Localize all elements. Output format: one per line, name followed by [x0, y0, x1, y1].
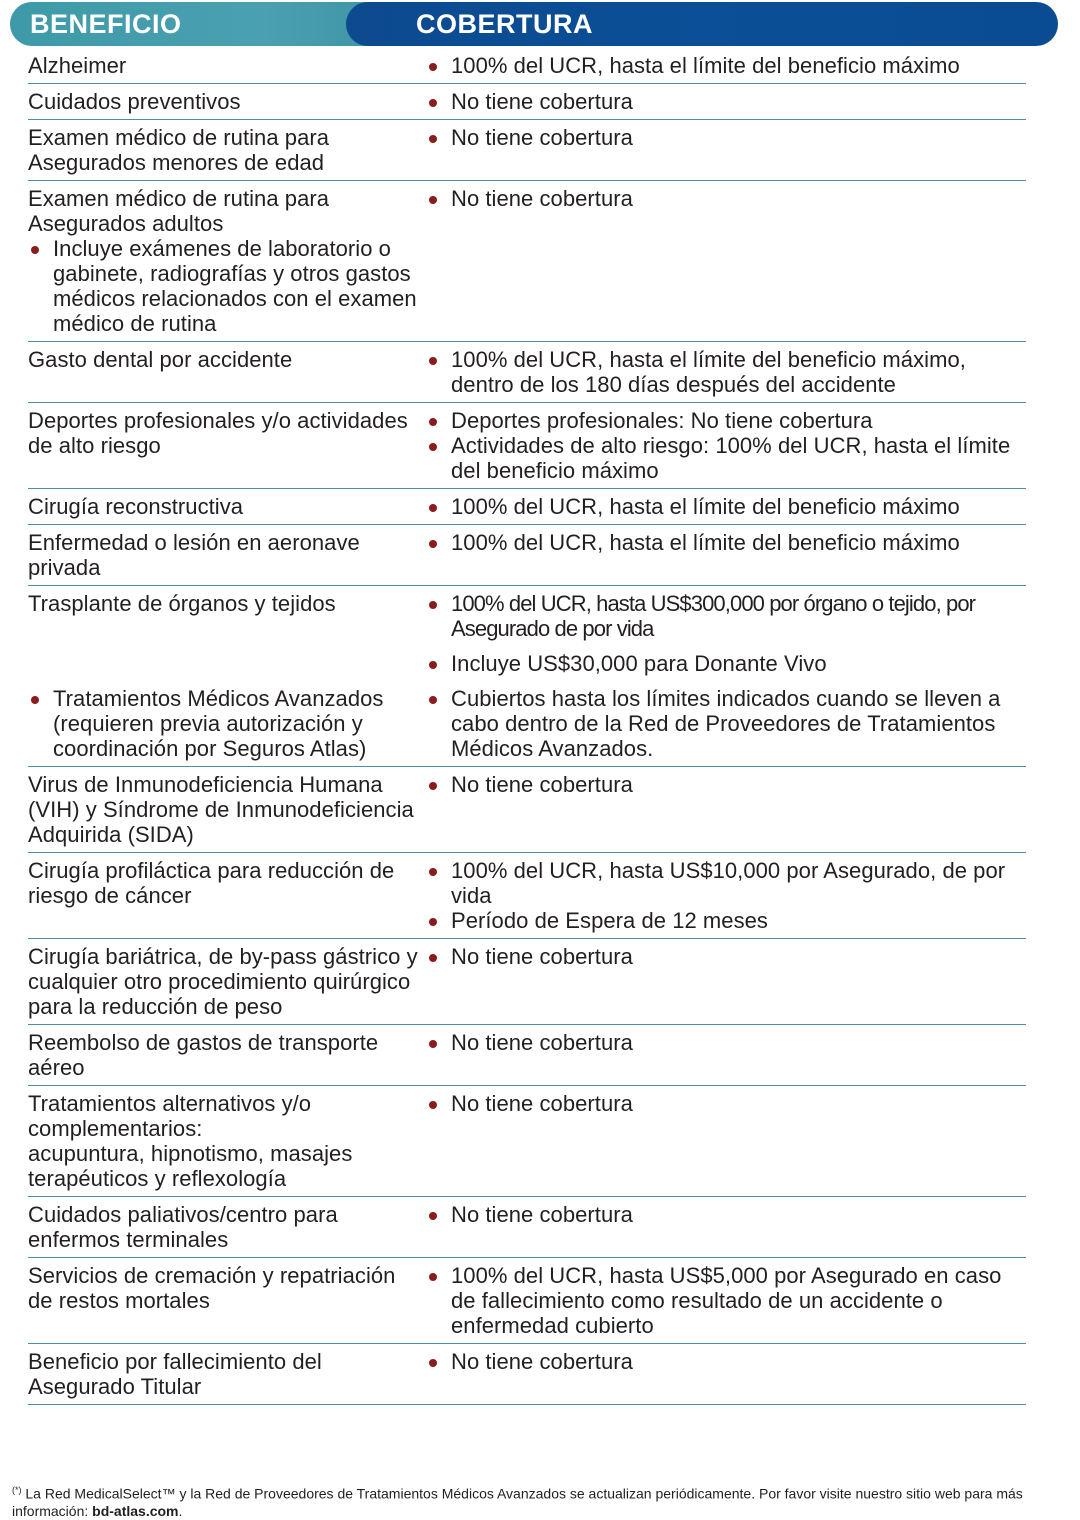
benefit-text: acupuntura, hipnotismo, masajes terapéuticos y reflexología [28, 1141, 353, 1191]
footnote [12, 1482, 1052, 1520]
coverage-bullet: Período de Espera de 12 meses [426, 908, 1026, 933]
table-row [28, 586, 1026, 681]
benefit-cell: Enfermedad o lesión en aeronave privada [28, 530, 360, 580]
coverage-bullet: No tiene cobertura [426, 1349, 1026, 1374]
coverage-bullet: 100% del UCR, hasta US$5,000 por Asegurado en caso de fallecimiento como resultado de un accidente o enfermedad cubierto [426, 1263, 1026, 1338]
coverage-cell [426, 1091, 1026, 1191]
table-row [28, 853, 1026, 939]
benefit-cell: Servicios de cremación y repatriación de restos mortales [28, 1263, 396, 1313]
table-row [28, 84, 1026, 120]
table-row [28, 1344, 1026, 1405]
coverage-cell [426, 944, 1026, 1019]
benefit-bullet: Incluye exámenes de laboratorio o gabinete, radiografías y otros gastos médicos relacionados con el examen médico de rutina [28, 236, 426, 336]
benefit-cell: Gasto dental por accidente [28, 347, 293, 372]
table-row [28, 525, 1026, 586]
benefit-cell: Virus de Inmunodeficiencia Humana (VIH) y Síndrome de Inmunodeficiencia Adquirida (SIDA) [28, 772, 414, 847]
table-row [28, 48, 1026, 84]
coverage-bullet: 100% del UCR, hasta el límite del beneficio máximo [426, 53, 1026, 78]
coverage-bullet: No tiene cobertura [426, 125, 1026, 150]
coverage-cell [426, 1030, 1026, 1080]
coverage-bullet: No tiene cobertura [426, 772, 1026, 797]
coverage-cell [426, 1263, 1026, 1338]
benefit-cell: Alzheimer [28, 53, 127, 78]
table-row [28, 681, 1026, 767]
coverage-cell [426, 53, 1026, 78]
coverage-cell [426, 125, 1026, 175]
coverage-cell [426, 772, 1026, 847]
coverage-bullet: 100% del UCR, hasta el límite del beneficio máximo [426, 530, 1026, 555]
table-row [28, 767, 1026, 853]
benefit-text: Examen médico de rutina para Asegurados adultos [28, 186, 330, 236]
coverage-bullet: 100% del UCR, hasta el límite del beneficio máximo, dentro de los 180 días después del accidente [426, 347, 1026, 397]
coverage-cell [426, 186, 1026, 336]
table-row [28, 939, 1026, 1025]
coverage-bullet: No tiene cobertura [426, 944, 1026, 969]
benefit-cell: Reembolso de gastos de transporte aéreo [28, 1030, 379, 1080]
coverage-bullet: No tiene cobertura [426, 1091, 1026, 1116]
benefit-cell [28, 1091, 426, 1191]
coverage-column-header: COBERTURA [416, 9, 593, 39]
coverage-cell [426, 530, 1026, 580]
benefit-cell [28, 186, 426, 336]
coverage-cell [426, 89, 1026, 114]
coverage-bullet: No tiene cobertura [426, 1202, 1026, 1227]
coverage-bullet: 100% del UCR, hasta el límite del beneficio máximo [426, 494, 1026, 519]
coverage-cell [426, 1202, 1026, 1252]
benefit-cell: Cuidados paliativos/centro para enfermos terminales [28, 1202, 338, 1252]
coverage-cell [426, 408, 1026, 483]
coverage-bullet: Deportes profesionales: No tiene cobertura [426, 408, 1026, 433]
benefit-cell: Cirugía profiláctica para reducción de riesgo de cáncer [28, 858, 395, 908]
coverage-bullet: 100% del UCR, hasta US$300,000 por órgano o tejido, por Asegurado de por vida [426, 591, 1026, 641]
coverage-cell [426, 1349, 1026, 1399]
coverage-bullet: Incluye US$30,000 para Donante Vivo [426, 651, 1026, 676]
coverage-cell [426, 858, 1026, 933]
coverage-bullet: Actividades de alto riesgo: 100% del UCR, hasta el límite del beneficio máximo [426, 433, 1026, 483]
table-row [28, 1258, 1026, 1344]
table-row [28, 120, 1026, 181]
table-row [28, 1086, 1026, 1197]
benefit-text: Tratamientos alternativos y/o complementarios: [28, 1091, 312, 1141]
coverage-cell [426, 347, 1026, 397]
benefits-table [28, 48, 1026, 1405]
benefit-cell: Cuidados preventivos [28, 89, 241, 114]
benefit-cell: Trasplante de órganos y tejidos [28, 591, 336, 616]
table-row [28, 1197, 1026, 1258]
coverage-cell [426, 591, 1026, 676]
benefit-cell: Beneficio por fallecimiento del Asegurado Titular [28, 1349, 322, 1399]
benefit-cell: Deportes profesionales y/o actividades de alto riesgo [28, 408, 408, 458]
website-link[interactable]: bd-atlas.com [92, 1502, 179, 1519]
table-row [28, 1025, 1026, 1086]
footnote-mark: (*) [12, 1485, 22, 1495]
coverage-cell [426, 686, 1026, 761]
coverage-cell [426, 494, 1026, 519]
benefit-column-header: BENEFICIO [30, 9, 182, 39]
table-row [28, 489, 1026, 525]
table-row [28, 403, 1026, 489]
table-header [10, 2, 1058, 46]
benefit-cell: Examen médico de rutina para Asegurados menores de edad [28, 125, 330, 175]
table-row [28, 181, 1026, 342]
benefit-cell [28, 686, 426, 761]
footnote-end: . [178, 1502, 183, 1519]
table-row [28, 342, 1026, 403]
coverage-bullet: No tiene cobertura [426, 186, 1026, 211]
coverage-bullet: No tiene cobertura [426, 89, 1026, 114]
benefit-cell: Cirugía bariátrica, de by-pass gástrico y cualquier otro procedimiento quirúrgico para la reducción de peso [28, 944, 418, 1019]
benefit-bullet: Tratamientos Médicos Avanzados (requieren previa autorización y coordinación por Seguros Atlas) [28, 686, 426, 761]
benefit-cell: Cirugía reconstructiva [28, 494, 244, 519]
coverage-bullet: No tiene cobertura [426, 1030, 1026, 1055]
footnote-text: La Red MedicalSelect™ y la Red de Proveedores de Tratamientos Médicos Avanzados se actualizan periódicamente. Por favor visite nuestro sitio web para más información: [12, 1485, 1023, 1519]
coverage-bullet: 100% del UCR, hasta US$10,000 por Asegurado, de por vida [426, 858, 1026, 908]
coverage-bullet: Cubiertos hasta los límites indicados cuando se lleven a cabo dentro de la Red de Proveedores de Tratamientos Médicos Avanzados. [426, 686, 1026, 761]
